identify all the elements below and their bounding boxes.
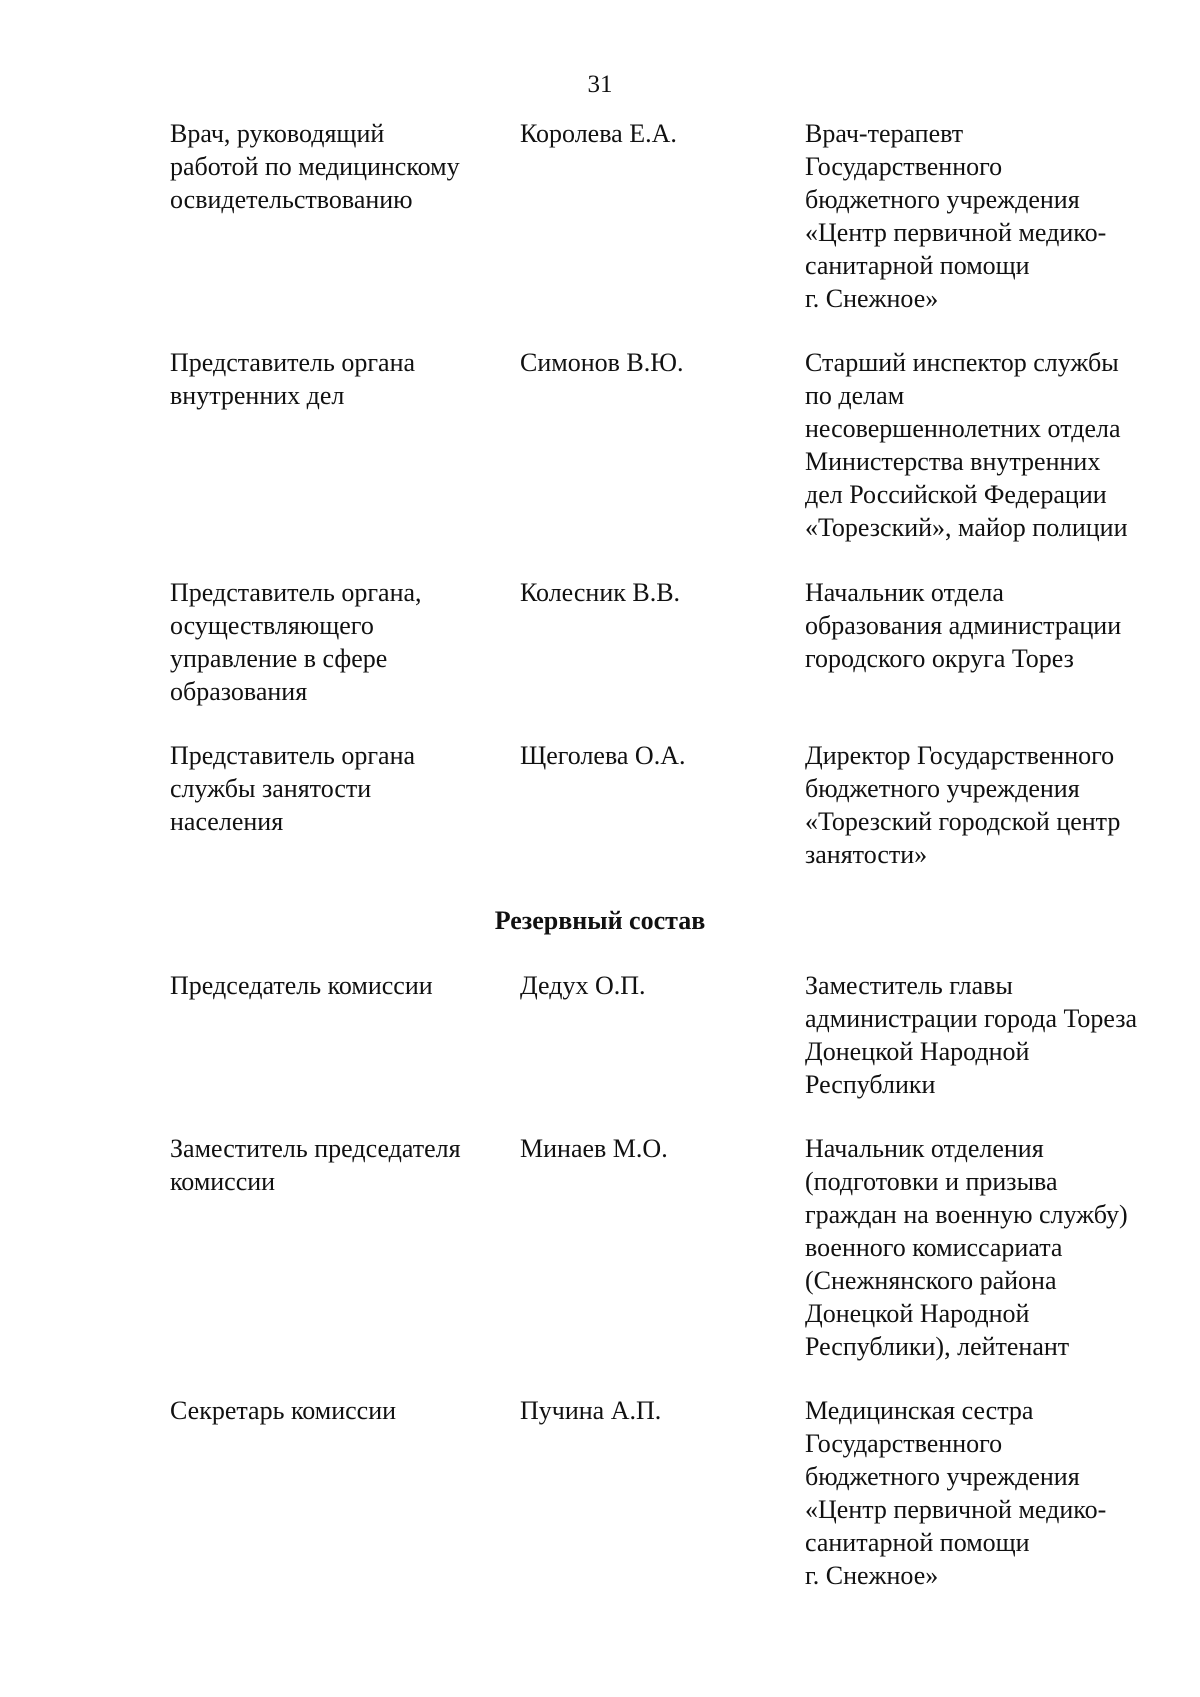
member-name: Пучина А.П. — [520, 1396, 662, 1425]
section-title: Резервный состав — [494, 906, 706, 935]
member-position: Медицинская сестра Государственного бюджетного учреждения «Центр первичной медико- санитарной помощи г. Снежное» — [805, 1396, 1107, 1590]
member-role: Представитель органа, осуществляющего управление в сфере образования — [170, 578, 422, 706]
member-name: Симонов В.Ю. — [520, 348, 684, 377]
member-role: Представитель органа службы занятости населения — [170, 741, 416, 836]
member-role: Заместитель председателя комиссии — [170, 1134, 461, 1196]
member-position: Начальник отделения (подготовки и призыва граждан на военную службу) военного комиссариата (Снежнянского района Донецкой Народной Республики), лейтенант — [805, 1134, 1128, 1361]
member-position: Врач-терапевт Государственного бюджетного учреждения «Центр первичной медико- санитарной помощи г. Снежное» — [805, 119, 1107, 313]
member-role: Представитель органа внутренних дел — [170, 348, 416, 410]
member-role: Секретарь комиссии — [170, 1396, 397, 1425]
member-position: Директор Государственного бюджетного учреждения «Торезский городской центр занятости» — [805, 741, 1121, 869]
member-position: Старший инспектор службы по делам несовершеннолетних отдела Министерства внутренних дел Российской Федерации «Торезский», майор полиции — [805, 348, 1128, 542]
page-number: 31 — [587, 71, 613, 98]
member-name: Дедух О.П. — [520, 971, 646, 1000]
member-name: Колесник В.В. — [520, 578, 681, 607]
member-position: Заместитель главы администрации города Тореза Донецкой Народной Республики — [805, 971, 1138, 1099]
member-name: Щеголева О.А. — [520, 741, 686, 770]
member-role: Врач, руководящий работой по медицинскому освидетельствованию — [170, 119, 460, 214]
member-name: Королева Е.А. — [520, 119, 677, 148]
member-position: Начальник отдела образования администрации городского округа Торез — [805, 578, 1122, 673]
member-role: Председатель комиссии — [170, 971, 433, 1000]
member-name: Минаев М.О. — [520, 1134, 668, 1163]
